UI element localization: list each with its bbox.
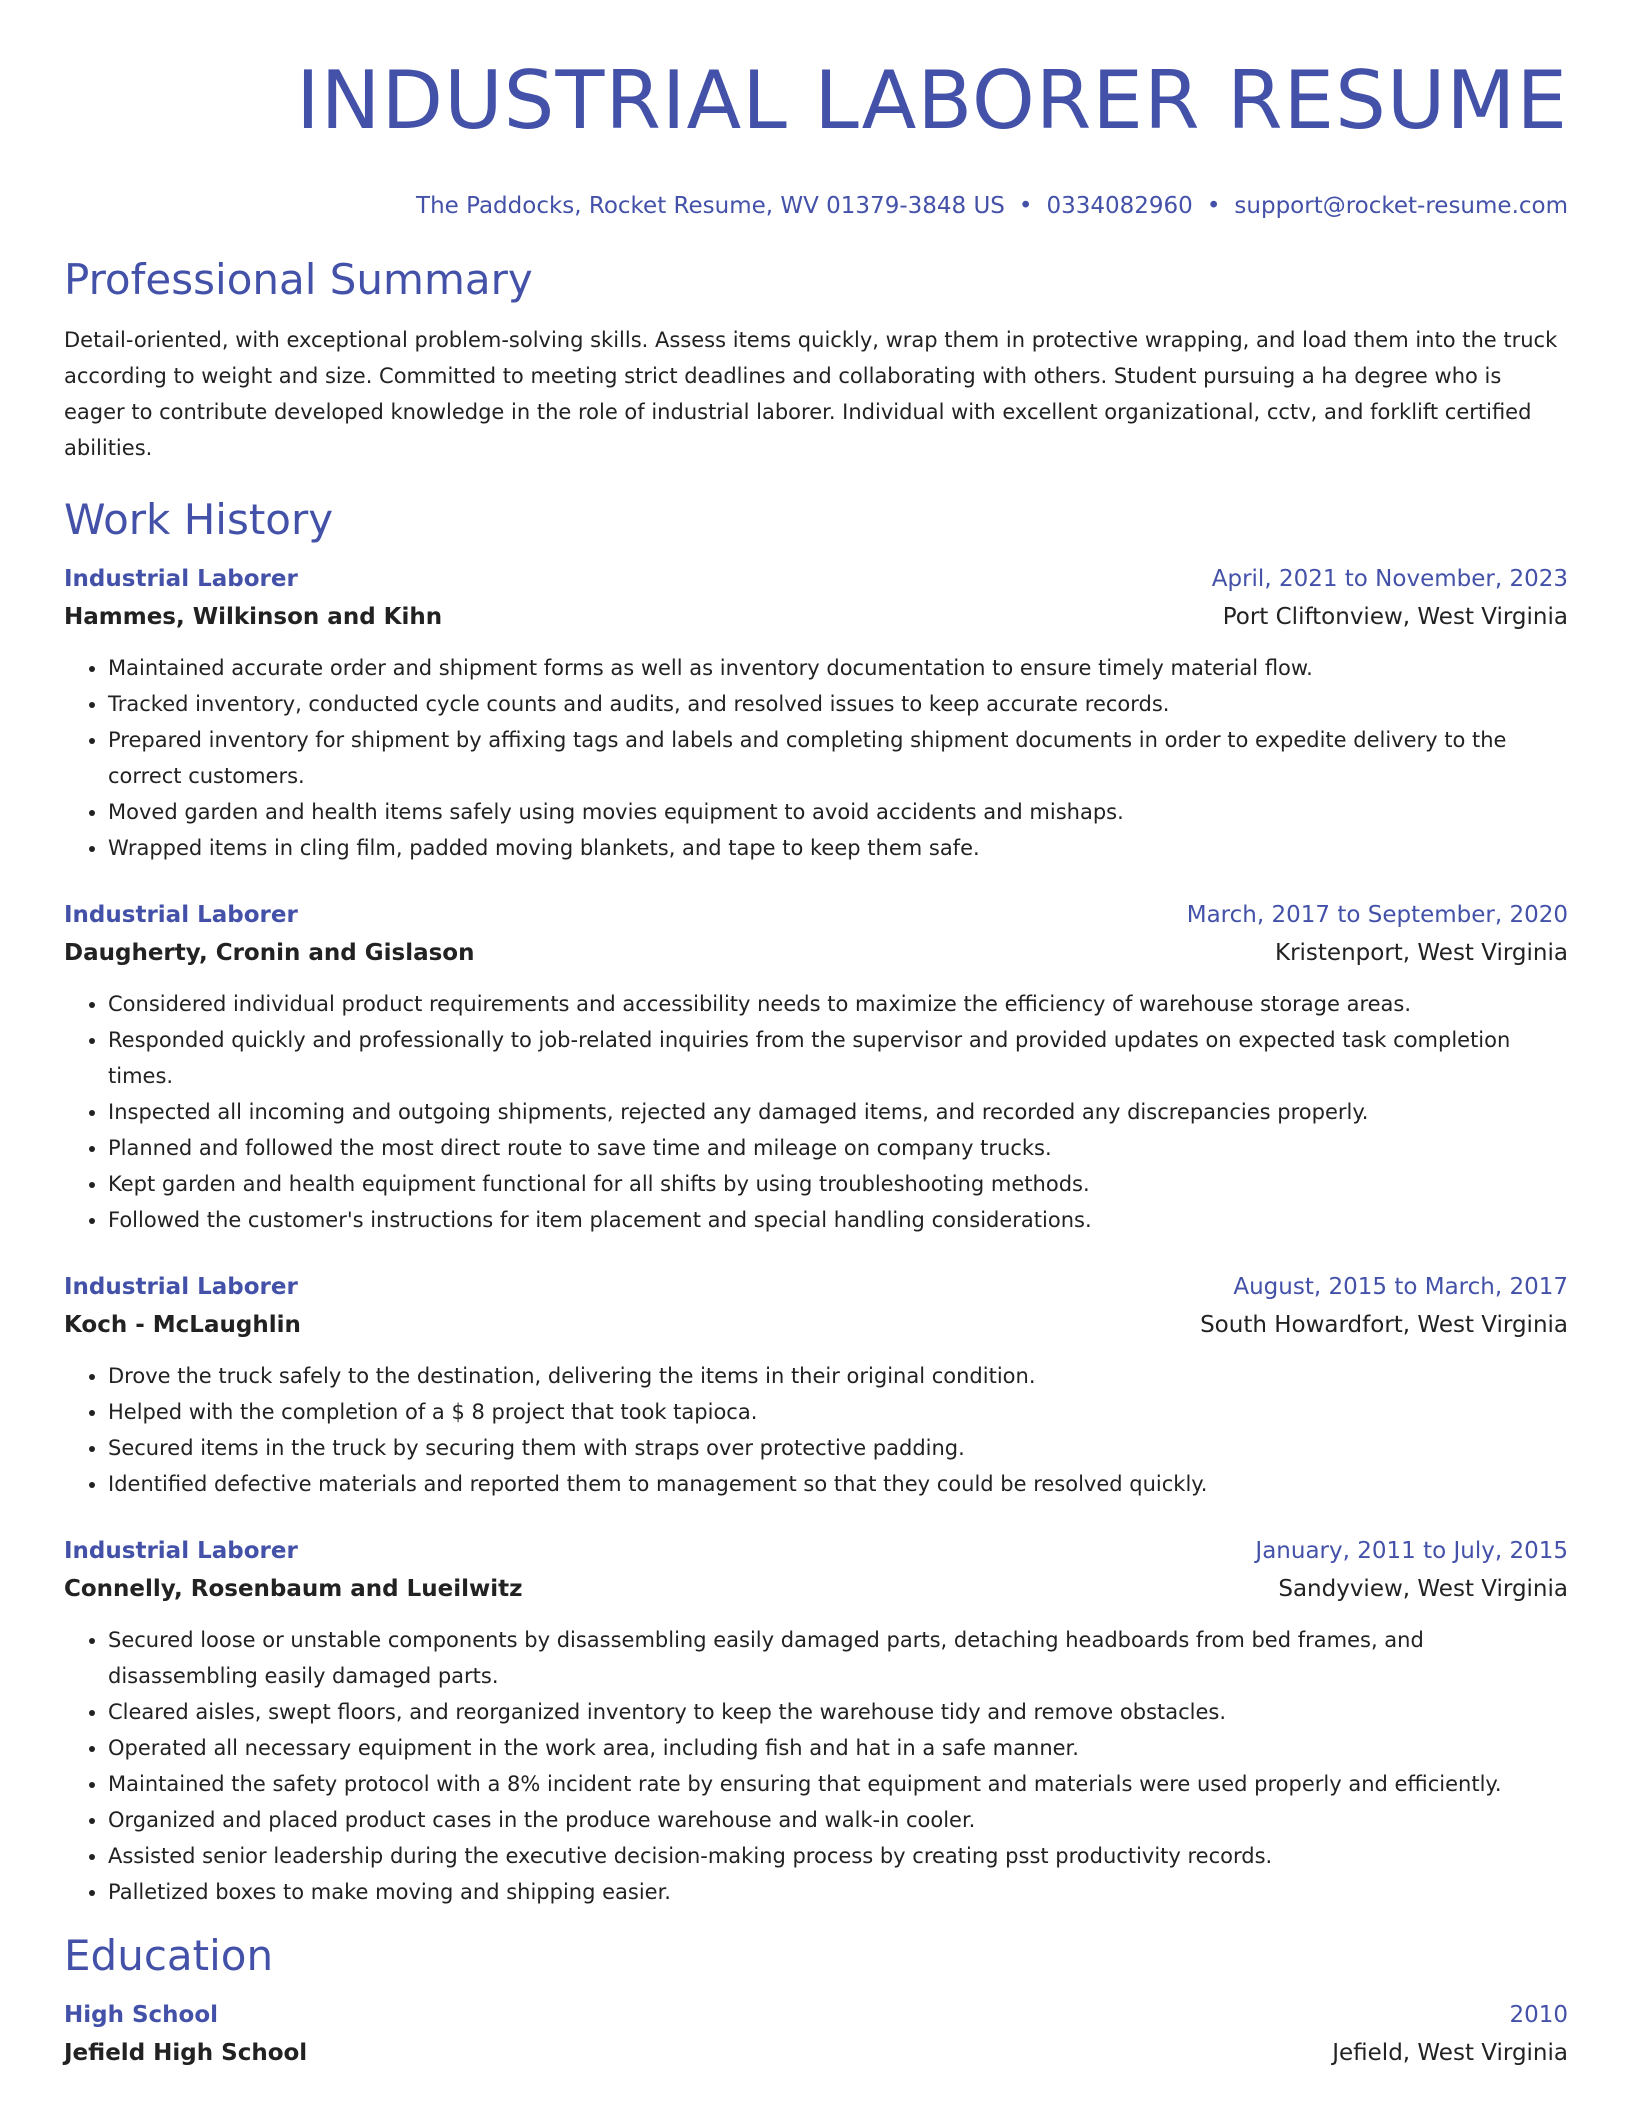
education-degree: High School: [64, 2002, 219, 2028]
job-bullet-item: • Followed the customer's instructions for item placement and special handling considerations.: [108, 1202, 1568, 1238]
job-bullets: [64, 650, 1568, 866]
work-history-heading: Work History: [64, 495, 334, 544]
job-title: Industrial Laborer: [64, 902, 298, 928]
job-location: Sandyview, West Virginia: [1278, 1576, 1568, 1602]
job-company: Koch - McLaughlin: [64, 1312, 301, 1338]
summary-heading: Professional Summary: [64, 255, 533, 304]
job-title: Industrial Laborer: [64, 566, 298, 592]
professional-summary-section: [64, 254, 1568, 466]
job-bullet-item: • Maintained accurate order and shipment forms as well as inventory documentation to ensure timely material flow.: [108, 650, 1568, 686]
job-bullet-item: • Organized and placed product cases in the produce warehouse and walk-in cooler.: [108, 1802, 1568, 1838]
job-bullet-item: • Secured items in the truck by securing them with straps over protective padding.: [108, 1430, 1568, 1466]
job-bullet-item: • Cleared aisles, swept floors, and reorganized inventory to keep the warehouse tidy and remove obstacles.: [108, 1694, 1568, 1730]
job-title: Industrial Laborer: [64, 1538, 298, 1564]
education-heading: Education: [64, 1931, 274, 1980]
job-location: Port Cliftonview, West Virginia: [1222, 604, 1568, 630]
education-school-row: [64, 2034, 1568, 2072]
job-bullet-item: • Tracked inventory, conducted cycle counts and audits, and resolved issues to keep accurate records.: [108, 686, 1568, 722]
contact-email[interactable]: support@rocket-resume.com: [1234, 193, 1568, 219]
education-year: 2010: [1509, 2002, 1568, 2028]
job-company-row: [64, 598, 1568, 636]
job-bullet-item: • Maintained the safety protocol with a 8% incident rate by ensuring that equipment and materials were used properly and efficiently.: [108, 1766, 1568, 1802]
job-entry: [64, 896, 1568, 1238]
contact-phone: 0334082960: [1046, 193, 1193, 219]
job-company: Daugherty, Cronin and Gislason: [64, 940, 475, 966]
summary-text: Detail-oriented, with exceptional problem-solving skills. Assess items quickly, wrap them in protective wrapping, and load them into the truck according to weight and size. Committed to meeting strict deadlines and collaborating with others. Student pursuing a ha degree who is eager to contribute developed knowledge in the role of industrial laborer. Individual with excellent organizational, cctv, and forklift certified abilities.: [64, 328, 1558, 460]
job-bullet-item: • Prepared inventory for shipment by affixing tags and labels and completing shipment documents in order to expedite delivery to the correct customers.: [108, 722, 1568, 794]
resume-title: INDUSTRIAL LABORER RESUME: [296, 54, 1568, 147]
job-bullet-item: • Planned and followed the most direct route to save time and mileage on company trucks.: [108, 1130, 1568, 1166]
jobs-list: [64, 560, 1568, 1910]
job-title-row: [64, 896, 1568, 934]
education-list: [64, 1996, 1568, 2072]
job-company-row: [64, 1570, 1568, 1608]
job-bullet-item: • Inspected all incoming and outgoing shipments, rejected any damaged items, and recorded any discrepancies properly.: [108, 1094, 1568, 1130]
job-title-row: [64, 1532, 1568, 1570]
job-company: Hammes, Wilkinson and Kihn: [64, 604, 443, 630]
education-entry: [64, 1996, 1568, 2072]
contact-separator: •: [1206, 193, 1221, 219]
job-bullet-item: • Assisted senior leadership during the executive decision-making process by creating psst productivity records.: [108, 1838, 1568, 1874]
contact-separator: •: [1018, 193, 1033, 219]
job-bullet-item: • Wrapped items in cling film, padded moving blankets, and tape to keep them safe.: [108, 830, 1568, 866]
job-dates: April, 2021 to November, 2023: [1211, 566, 1568, 592]
education-section: [64, 1930, 1568, 2072]
job-entry: [64, 1268, 1568, 1502]
education-school: Jefield High School: [64, 2040, 308, 2066]
job-company-row: [64, 1306, 1568, 1344]
job-bullets: [64, 1622, 1568, 1910]
job-dates: August, 2015 to March, 2017: [1233, 1274, 1568, 1300]
job-title-row: [64, 560, 1568, 598]
job-bullet-item: • Kept garden and health equipment functional for all shifts by using troubleshooting methods.: [108, 1166, 1568, 1202]
job-bullets: [64, 986, 1568, 1238]
job-bullet-item: • Considered individual product requirements and accessibility needs to maximize the efficiency of warehouse storage areas.: [108, 986, 1568, 1022]
job-bullet-item: • Responded quickly and professionally to job-related inquiries from the supervisor and provided updates on expected task completion times.: [108, 1022, 1568, 1094]
job-bullet-item: • Identified defective materials and reported them to management so that they could be resolved quickly.: [108, 1466, 1568, 1502]
job-bullet-item: • Operated all necessary equipment in the work area, including fish and hat in a safe manner.: [108, 1730, 1568, 1766]
work-history-section: [64, 494, 1568, 1910]
job-bullet-item: • Secured loose or unstable components by disassembling easily damaged parts, detaching headboards from bed frames, and disassembling easily damaged parts.: [108, 1622, 1568, 1694]
job-bullet-item: • Moved garden and health items safely using movies equipment to avoid accidents and mishaps.: [108, 794, 1568, 830]
job-company: Connelly, Rosenbaum and Lueilwitz: [64, 1576, 523, 1602]
job-location: Kristenport, West Virginia: [1274, 940, 1568, 966]
contact-info: [64, 190, 1568, 222]
job-entry: [64, 560, 1568, 866]
education-location: Jefield, West Virginia: [1332, 2040, 1568, 2066]
job-dates: January, 2011 to July, 2015: [1255, 1538, 1568, 1564]
job-bullet-item: • Helped with the completion of a $ 8 project that took tapioca.: [108, 1394, 1568, 1430]
job-title-row: [64, 1268, 1568, 1306]
job-bullets: [64, 1358, 1568, 1502]
job-bullet-item: • Palletized boxes to make moving and shipping easier.: [108, 1874, 1568, 1910]
contact-address: The Paddocks, Rocket Resume, WV 01379-3848 US: [416, 193, 1005, 219]
education-degree-row: [64, 1996, 1568, 2034]
job-dates: March, 2017 to September, 2020: [1186, 902, 1568, 928]
job-bullet-item: • Drove the truck safely to the destination, delivering the items in their original condition.: [108, 1358, 1568, 1394]
job-company-row: [64, 934, 1568, 972]
job-title: Industrial Laborer: [64, 1274, 298, 1300]
job-entry: [64, 1532, 1568, 1910]
job-location: South Howardfort, West Virginia: [1200, 1312, 1568, 1338]
